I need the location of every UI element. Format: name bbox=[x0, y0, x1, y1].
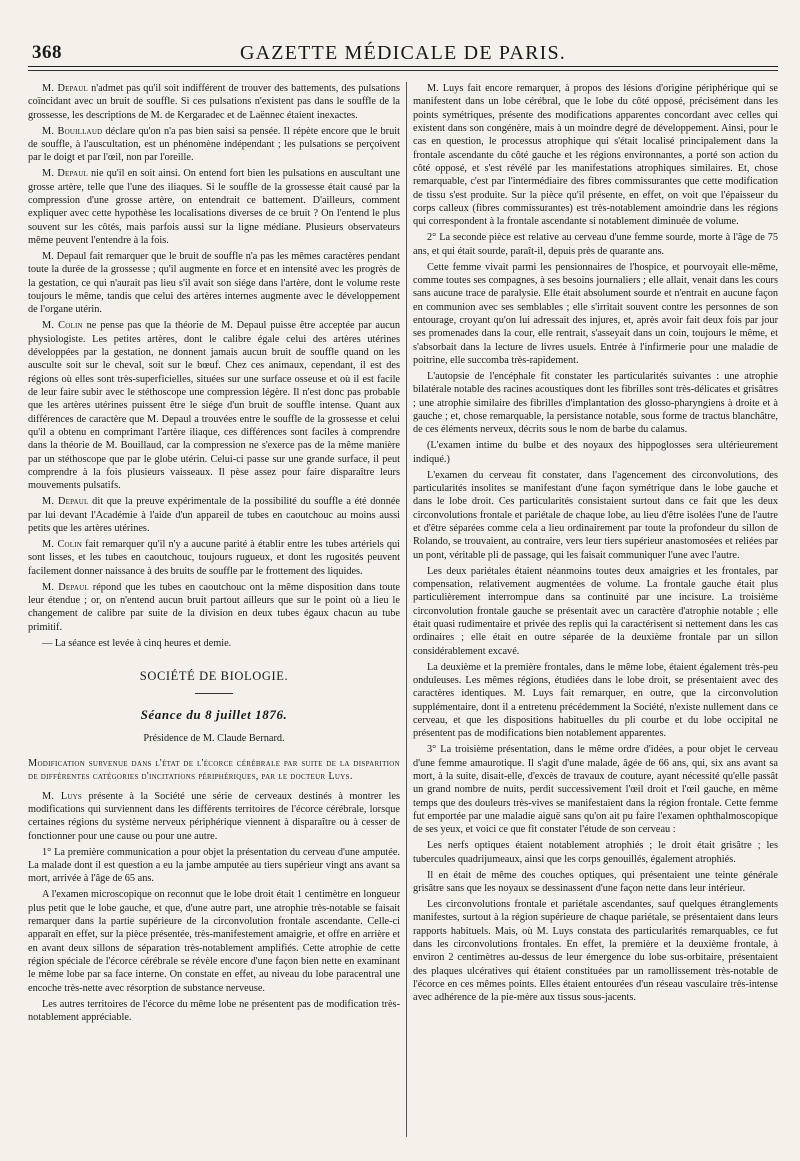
paragraph-text: nie qu'il en soit ainsi. On entend fort bien les pulsations en auscultant une grosse artère, telle que l'une des iliaques. Si le souffle de la grossesse était causé par la compression d'une grosse artère, on entendrait ce battement. D'ailleurs, comment expliquer avec cette hypothèse les localisations diverses de ce bruit ? On l'entend le plus souvent sur les côtés, mais parfois aussi sur la ligne médiane. Plusieurs observateurs même peuvent l'entendre à la fois. bbox=[28, 168, 400, 246]
paragraph: M. Luys fait encore remarquer, à propos des lésions d'origine périphérique qui se manifestent dans un lobe cérébral, que le lobe du côté opposé, précisément dans les points symétriques, présente des modifications apparentes concordant avec celles qui existent dans son congénère, mais à un moindre degré de développement. Ainsi, pour le cas en question, le processus atrophique qui s'était localisé principalement dans la frontale ascendante du côté gauche et les régions environnantes, a porté son action du côté opposé, et s'est révélé par les manifestations atrophiques similaires. Et, chose remarquable, c'est par l'intermédiaire des fibres commissurantes que cette modification de tissu s'est produite. Sur la pièce qu'il présente, en effet, on voit que l'épaisseur du corps calleux (fibres commissurantes) est très-notablement amoindrie dans les régions qui correspondent à la frontale ascendante si notablement diminuée de volume. bbox=[413, 83, 778, 228]
seance-title: Séance du 8 juillet 1876. bbox=[140, 707, 288, 723]
paragraph: L'examen du cerveau fit constater, dans l'agencement des circonvolutions, des particularités insolites se manifestant d'une façon symétrique dans le lobe gauche et dans le lobe droit. Ces particularités consistaient surtout dans ce fait que les deux circonvolutions frontale et pariétale de chaque lobe, au lieu d'être isolées l'une de l'autre et d'être séparées comme cela a lieu ordinairement par toute la profondeur du sillon de Rolando, se trouvaient, au contraire, vers leur tiers supérieur anastomosées et reliées par un pont, véritable pli de passage, qui les faisait communiquer l'une avec l'autre. bbox=[413, 469, 778, 561]
paragraph: Il en était de même des couches optiques, qui présentaient une teinte générale grisâtre sans que les noyaux se dessinassent d'une façon nette dans leur intérieur. bbox=[413, 869, 778, 894]
paragraph: 2° La seconde pièce est relative au cerveau d'une femme sourde, morte à l'âge de 75 ans, et qui était sourde, paraît-il, depuis près de quarante ans. bbox=[413, 232, 778, 257]
paragraph: (L'examen intime du bulbe et des noyaux des hippoglosses sera ultérieurement indiqué.) bbox=[413, 440, 778, 465]
page-number: 368 bbox=[32, 42, 62, 63]
paragraph bbox=[28, 82, 400, 122]
paragraph-text: déclare qu'on n'a pas bien saisi sa pensée. Il répète encore que le bruit de souffle, à l'auscultation, est un phénomène indépendant ; les pulsations se perçoivent par le doigt et par l'œil, non par l'oreille. bbox=[28, 125, 400, 164]
paragraph bbox=[28, 495, 400, 535]
left-column bbox=[28, 82, 400, 1027]
header-rule bbox=[28, 70, 778, 71]
paragraph-text: n'admet pas qu'il soit indifférent de trouver des battements, des pulsations coïncidant avec un bruit de souffle. Si ces pulsations n'existent pas dans le souffle de la grossesse, les descriptions de M. de Kergaradec et de Laënnec étaient inexactes. bbox=[28, 83, 401, 121]
speaker-name: M. Colin bbox=[42, 538, 83, 550]
speaker-name: M. Depaul bbox=[42, 496, 89, 508]
session-close: — La séance est levée à cinq heures et demie. bbox=[42, 637, 232, 649]
paragraph bbox=[28, 581, 400, 634]
paragraph: Les nerfs optiques étaient notablement atrophiés ; le droit était grisâtre ; les tubercules quadrijumeaux, ainsi que les corps genouillés, également atrophiés. bbox=[413, 840, 778, 865]
page-header bbox=[28, 40, 778, 67]
paragraph bbox=[28, 790, 400, 843]
paragraph: Les deux pariétales étaient néanmoins toutes deux amaigries et les frontales, par compensation, relativement augmentées de volume. La frontale gauche était plus particulièrement interrompue dans sa continuité par une incisure. La troisième circonvolution frontale gauche se présentait avec un caractère d'atrophie notable ; elle était quasi rudimentaire et privée des replis qui la caractérisent si nettement dans les cas ordinaires ; elle était en outre séparée de la deuxième frontale par un sillon considérablement excavé. bbox=[413, 565, 778, 657]
speaker-name: M. Depaul bbox=[42, 83, 88, 94]
paragraph-text: ne pense pas que la théorie de M. Depaul puisse être acceptée par aucun physiologiste. Les petites artères, dont le calibre égale celui des artères utérines développées par la gestation, ne donnent jamais aucun bruit de souffle quand on les ausculte soit sur le cheval, soit sur le bœuf. Chez ces animaux, cependant, il est des régions où elles sont très-superficielles, situées sur une surface osseuse et où il est facile de leur faire subir avec le stéthoscope une compression légère. Il n'est donc pas probable que les artères utérines puissent être le siége d'un bruit de souffle intense. Quant aux différences de caractère que M. Depaul a trouvées entre le souffle de la grossesse et celui qu'il a obtenu en comprimant l'artère iliaque, ces différences sont faciles à comprendre dans la théorie de M. Bouillaud, car la compression ne s'exerce pas de la même manière par un stéthoscope que par le globe utérin. Celui-ci passe sur une grande surface, il peut comprendre à la fois plusieurs vaisseaux. Il pèse assez pour faire disparaître leurs mouvements pulsatifs. bbox=[28, 320, 400, 492]
paragraph bbox=[28, 167, 400, 247]
speaker-name: M. Luys bbox=[42, 790, 82, 802]
paragraph bbox=[28, 319, 400, 492]
society-title: SOCIÉTÉ DE BIOLOGIE. bbox=[139, 668, 289, 683]
journal-title: GAZETTE MÉDICALE DE PARIS. bbox=[239, 42, 566, 64]
section-rule bbox=[195, 693, 233, 694]
column-separator bbox=[406, 82, 407, 1137]
paragraph: 1° La première communication a pour objet la présentation du cerveau d'une amputée. La malade dont il est question a eu la jambe amputée au tiers supérieur vingt ans avant sa mort, arrivée à l'âge de 65 ans. bbox=[28, 846, 400, 885]
speaker-name: M. Depaul bbox=[42, 168, 88, 180]
speaker-name: M. Depaul bbox=[42, 581, 89, 593]
paragraph: Les autres territoires de l'écorce du même lobe ne présentent pas de modification très-notablement appréciable. bbox=[28, 998, 400, 1023]
paragraph: A l'examen microscopique on reconnut que le lobe droit était 1 centimètre en longueur plus petit que le lobe gauche, et que, d'une autre part, une atrophie très-notable se faisait remarquer dans la partie supérieure de la circonvolution frontale ascendante. Celle-ci apparaît en effet, sur la pièce présentée, très-manifestement amaigrie, et offre en arrière et en avant deux sillons de séparation très-notablement amplifiés. Cette atrophie de cette région spéciale de l'écorce cérébrale se révèle encore d'une façon bien nette en examinant le même lobe par sa face interne. On constate en effet, au niveau du lobe paracentral une encoche très-nette avec résorption de substance nerveuse. bbox=[28, 889, 400, 994]
paragraph: L'autopsie de l'encéphale fit constater les particularités suivantes : une atrophie bilatérale notable des racines acoustiques dont les fibrilles sont très-délicates et grisâtres ; une atrophie similaire des fibrilles d'implantation des glosso-pharyngiens à droite et à gauche ; et, chose remarquable, la persistance notable, sous forme de tractus blanchâtre, de ces éléments nerveux, décrits sous le nom de barbe du calamus. bbox=[413, 371, 778, 436]
article-title: Modification survenue dans l'état de l'écorce cérébrale par suite de la disparition de différentes catégories d'incitations périphériques, par le docteur Luys. bbox=[28, 757, 400, 783]
paragraph bbox=[28, 538, 400, 578]
paragraph-text: fait remarquer qu'il n'y a aucune parité à établir entre les tubes artériels qui sont lisses, et les tubes en caoutchouc, toujours rugueux, et dont les rugosités peuvent facilement donner naissance à des bruits de souffle par le frottement des liquides. bbox=[28, 538, 400, 577]
paragraph: 3° La troisième présentation, dans le même ordre d'idées, a pour objet le cerveau d'une femme amaurotique. Il s'agit d'une malade, âgée de 66 ans, qui, six ans avant sa mort, à la suite, disait-elle, d'excès de travaux de couture, ayant nécessité qu'elle passât un grand nombre de nuits, perdit successivement l'œil droit et l'œil gauche, en même temps que des douleurs très-vives se manifestaient dans la région frontale. Cette femme fut emportée par une maladie aiguë sans qu'on ait pu faire l'examen ophthalmoscopique de ses yeux, et voici ce que fit constater l'étude de son cerveau : bbox=[413, 744, 778, 836]
paragraph-text: répond que les tubes en caoutchouc ont la même disposition dans toute leur étendue ; or, on n'entend aucun bruit partout ailleurs que sur le point où a lieu le changement de calibre par suite de la division en deux tubes égaux chacun au tube primitif. bbox=[28, 581, 400, 633]
paragraph: La deuxième et la première frontales, dans le même lobe, étaient également très-peu onduleuses. Les mêmes régions, étudiées dans le lobe droit, se présentaient avec des caractères identiques. M. Luys fait remarquer, en outre, que la circonvolution supplémentaire, dont il a entretenu précédemment la Société, n'existe nullement dans ce cerveau, et que les dispositions habituelles du pli courbe et du lobe occipital ne présentent pas de modifications bien notablement apparentes. bbox=[413, 661, 778, 740]
right-column bbox=[413, 82, 778, 1007]
paragraph: Les circonvolutions frontale et pariétale ascendantes, sauf quelques étranglements manifestes, surtout à la région supérieure de chaque pariétale, se présentaient dans leurs rapports habituels. Mais, où M. Luys constata des particularités remarquables, ce fut dans les circonvolutions frontales. En effet, la première et la deuxième frontale, à environ 2 centimètres au-dessus de leur émergence du lobe sus-orbitaire, présentaient des plaques ulcératives qui étaient constituées par un ramollissement très-notable de l'écorce en ces mêmes points. Elles étaient entourées d'un réseau vasculaire très-intense avec adhérence de la pie-mère aux tissus sous-jacents. bbox=[413, 898, 778, 1004]
paragraph: Cette femme vivait parmi les pensionnaires de l'hospice, et pourvoyait elle-même, comme toutes ses compagnes, à ses besoins journaliers ; elle allait, venait dans les cours sans aucune trace de paralysie. Elle était absolument sourde et n'entrait en aucune façon en communion avec ses semblables ; elle s'irritait souvent contre les personnes de son entourage, croyant qu'on lui adressait des injures, et, après avoir fait deux fois par jour ses promenades dans la cour, elle rentrait, s'asseyait dans un coin, toujours le même, et s'absorbait dans la lecture de livres usuels. Entrée à l'infirmerie pour une maladie de poitrine, elle succomba très-rapidement. bbox=[413, 261, 778, 367]
paragraph: M. Depaul fait remarquer que le bruit de souffle n'a pas les mêmes caractères pendant toute la durée de la grossesse ; qu'il augmente en force et en intensité avec les progrès de la gestation, ce qui n'aurait pas lieu s'il avait son siége dans l'artère, dont le volume reste toujours le même, tandis que celui des artères internes augmente avec le développement de l'organe utérin. bbox=[28, 250, 400, 316]
presidence-line: Présidence de M. Claude Bernard. bbox=[143, 732, 285, 744]
speaker-name: M. Bouillaud bbox=[42, 125, 103, 137]
paragraph-text: dit que la preuve expérimentale de la possibilité du souffle a été donnée par lui devant l'Académie à l'aide d'un appareil de tubes en caoutchouc au moins aussi petits que les artères utérines. bbox=[28, 496, 400, 534]
speaker-name: M. Colin bbox=[42, 320, 83, 332]
paragraph bbox=[28, 125, 400, 165]
paragraph-text: présente à la Société une série de cerveaux destinés à montrer les modifications qui surviennent dans les différents territoires de l'écorce cérébrale, lorsque certaines régions du système nerveux périphérique viennent à disparaître ou à cesser de fonctionner pour une cause ou pour une autre. bbox=[28, 790, 400, 842]
